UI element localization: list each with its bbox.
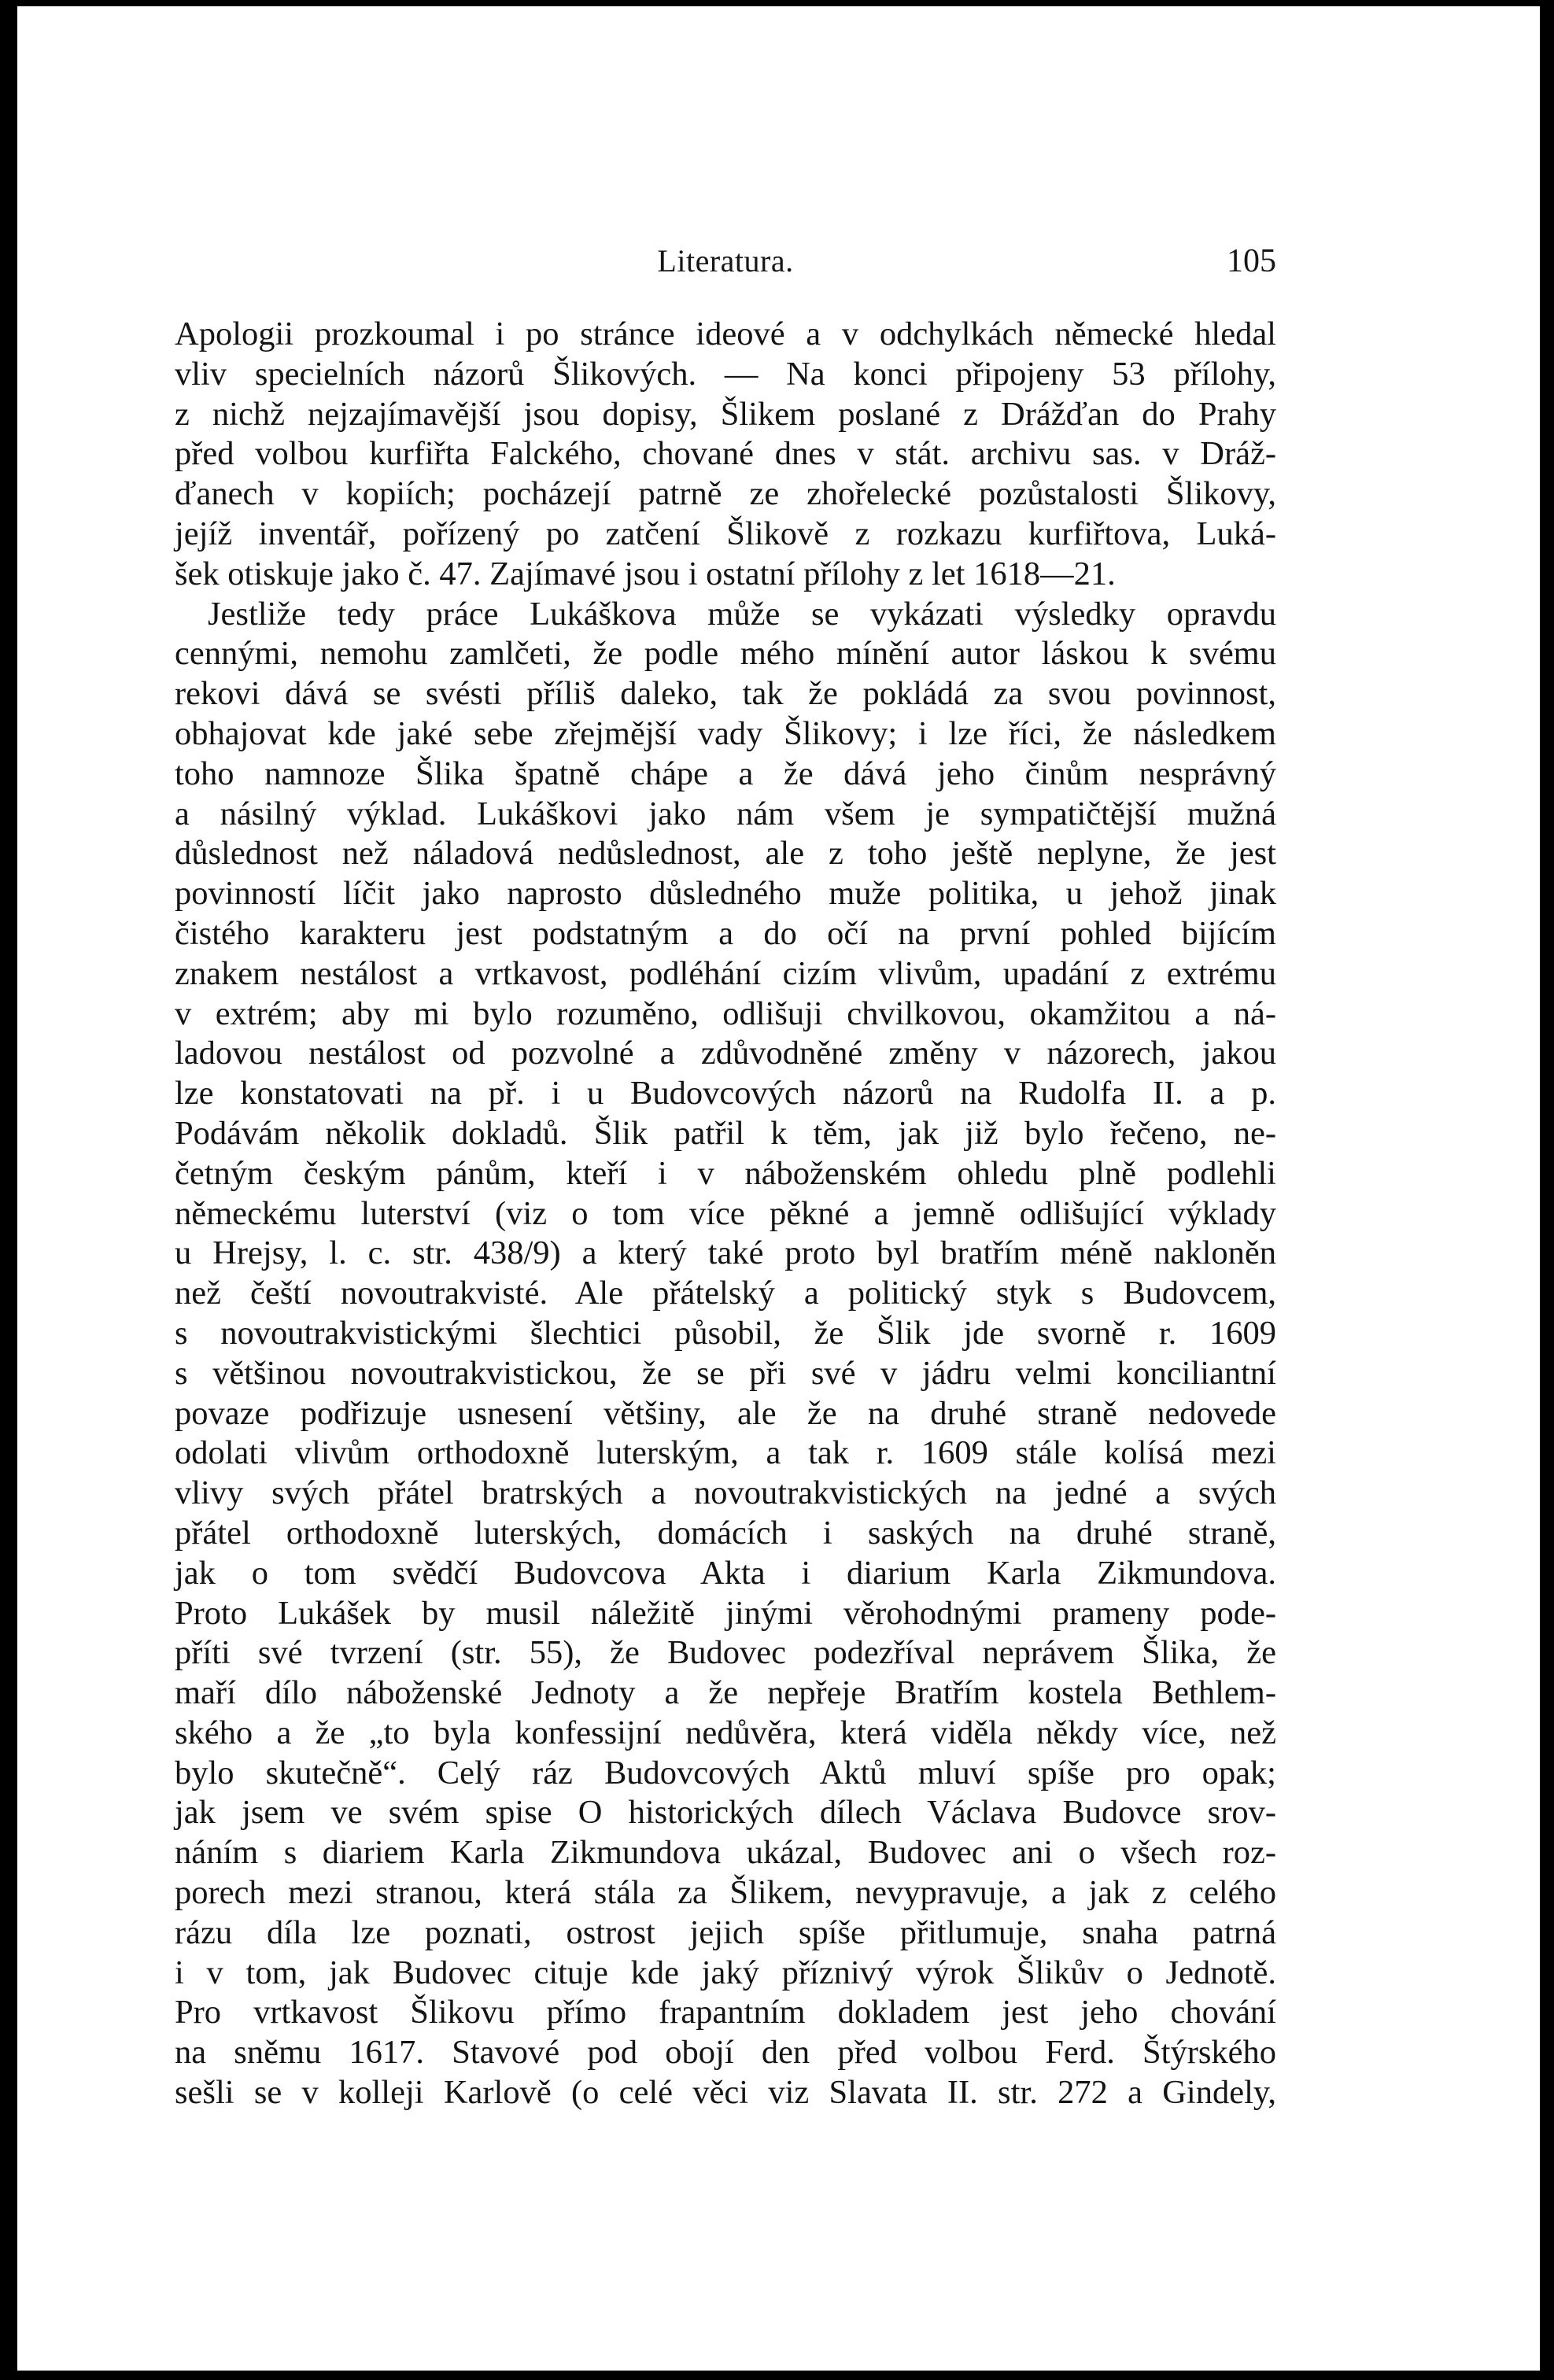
text-line: Proto Lukášek by musil náležitě jinými věrohodnými prameny pode- — [175, 1594, 1276, 1632]
text-line: čistého karakteru jest podstatným a do očí na první pohled bijícím — [175, 914, 1276, 952]
text-line: povaze podřizuje usnesení většiny, ale že na druhé straně nedovede — [175, 1394, 1276, 1432]
text-line: před volbou kurfiřta Falckého, chované dnes v stát. archivu sas. v Dráž- — [175, 435, 1276, 473]
text-line: s novoutrakvistickými šlechtici působil, že Šlik jde svorně r. 1609 — [175, 1314, 1276, 1352]
text-line: Podávám několik dokladů. Šlik patřil k těm, jak již bylo řečeno, ne- — [175, 1114, 1276, 1152]
text-line: toho namnoze Šlika špatně chápe a že dává jeho činům nesprávný — [175, 755, 1276, 792]
page-number: 105 — [1227, 243, 1276, 279]
text-line: ského a že „to byla konfessijní nedůvěra, která viděla někdy více, než — [175, 1714, 1276, 1751]
text-line: Apologii prozkoumal i po stránce ideové a v odchylkách německé hledal — [175, 315, 1276, 352]
text-line: náním s diariem Karla Zikmundova ukázal, Budovec ani o všech roz- — [175, 1834, 1276, 1872]
text-line: vlivy svých přátel bratrských a novoutrakvistických na jedné a svých — [175, 1474, 1276, 1512]
book-page — [17, 6, 1540, 2371]
text-line: sešli se v kolleji Karlově (o celé věci viz Slavata II. str. 272 a Gindely, — [175, 2074, 1276, 2112]
text-line: na sněmu 1617. Stavové pod obojí den před volbou Ferd. Štýrského — [175, 2034, 1276, 2072]
body-text — [175, 315, 1276, 2113]
running-title: Literatura. — [657, 243, 794, 279]
text-line: cennými, nemohu zamlčeti, že podle mého mínění autor láskou k svému — [175, 635, 1276, 673]
text-line: rekovi dává se svésti příliš daleko, tak že pokládá za svou povinnost, — [175, 675, 1276, 713]
text-line: a násilný výklad. Lukáškovi jako nám všem je sympatičtější mužná — [175, 795, 1276, 832]
text-line: z nichž nejzajímavější jsou dopisy, Šlikem poslané z Drážďan do Prahy — [175, 395, 1276, 433]
text-line: vliv specielních názorů Šlikových. — Na konci připojeny 53 přílohy, — [175, 355, 1276, 393]
text-line: v extrém; aby mi bylo rozuměno, odlišuji chvilkovou, okamžitou a ná- — [175, 994, 1276, 1032]
text-line: šek otiskuje jako č. 47. Zajímavé jsou i ostatní přílohy z let 1618—21. — [175, 555, 1116, 592]
text-line: u Hrejsy, l. c. str. 438/9) a který také proto byl bratřím méně nakloněn — [175, 1234, 1276, 1272]
text-line: jak o tom svědčí Budovcova Akta i diarium Karla Zikmundova. — [175, 1554, 1276, 1592]
text-line: Pro vrtkavost Šlikovu přímo frapantním dokladem jest jeho chování — [175, 1994, 1276, 2031]
text-line: jak jsem ve svém spise O historických dílech Václava Budovce srov- — [175, 1794, 1276, 1832]
text-line: četným českým pánům, kteří i v náboženském ohledu plně podlehli — [175, 1154, 1276, 1192]
text-line: příti své tvrzení (str. 55), že Budovec podezříval neprávem Šlika, že — [175, 1634, 1276, 1672]
text-line: německému luterství (viz o tom více pěkné a jemně odlišující výklady — [175, 1194, 1276, 1232]
text-line: rázu díla lze poznati, ostrost jejich spíše přitlumuje, snaha patrná — [175, 1913, 1276, 1951]
text-line: Jestliže tedy práce Lukáškova může se vykázati výsledky opravdu — [208, 595, 1276, 633]
text-line: s většinou novoutrakvistickou, že se při své v jádru velmi konciliantní — [175, 1354, 1276, 1392]
text-line: ladovou nestálost od pozvolné a zdůvodněné změny v názorech, jakou — [175, 1035, 1276, 1072]
text-line: obhajovat kde jaké sebe zřejmější vady Šlikovy; i lze říci, že následkem — [175, 714, 1276, 752]
text-line: povinností líčit jako naprosto důsledného muže politika, u jehož jinak — [175, 875, 1276, 913]
text-line: odolati vlivům orthodoxně luterským, a tak r. 1609 stále kolísá mezi — [175, 1434, 1276, 1472]
text-line: než čeští novoutrakvisté. Ale přátelský a politický styk s Budovcem, — [175, 1275, 1276, 1312]
text-line: lze konstatovati na př. i u Budovcových názorů na Rudolfa II. a p. — [175, 1075, 1276, 1113]
text-line: znakem nestálost a vrtkavost, podléhání cizím vlivům, upadání z extrému — [175, 954, 1276, 992]
text-line: jejíž inventář, pořízený po zatčení Šlikově z rozkazu kurfiřtova, Luká- — [175, 515, 1276, 552]
text-line: ďanech v kopiích; pocházejí patrně ze zhořelecké pozůstalosti Šlikovy, — [175, 475, 1276, 513]
text-line: i v tom, jak Budovec cituje kde jaký příznivý výrok Šlikův o Jednotě. — [175, 1954, 1276, 1991]
text-line: maří dílo náboženské Jednoty a že nepřeje Bratřím kostela Bethlem- — [175, 1674, 1276, 1712]
text-line: bylo skutečně“. Celý ráz Budovcových Aktů mluví spíše pro opak; — [175, 1754, 1276, 1791]
text-line: důslednost než náladová nedůslednost, ale z toho ještě neplyne, že jest — [175, 835, 1276, 873]
text-line: přátel orthodoxně luterských, domácích i saských na druhé straně, — [175, 1514, 1276, 1552]
text-line: porech mezi stranou, která stála za Šlikem, nevypravuje, a jak z celého — [175, 1874, 1276, 1912]
running-header — [175, 242, 1276, 290]
